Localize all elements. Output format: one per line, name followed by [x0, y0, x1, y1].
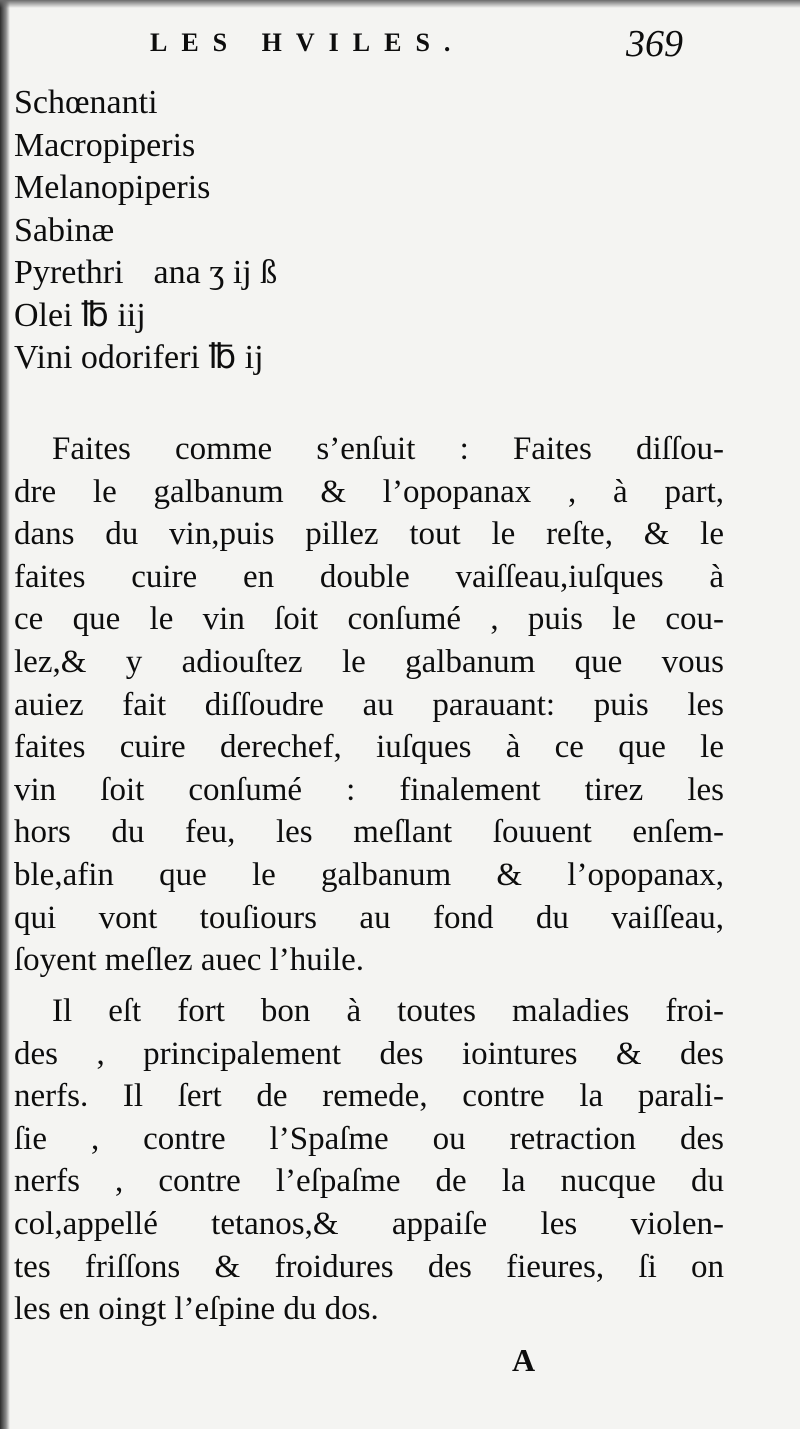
ingredient-item — [14, 337, 277, 380]
text-line: ble,afin que le galbanum & l’opopanax, — [14, 856, 724, 893]
page-number: 369 — [626, 23, 683, 65]
text-line: auiez fait diſſoudre au parauant: puis les — [14, 686, 724, 723]
text-line: des , principalement des iointures & des — [14, 1035, 724, 1072]
text-line: ſie , contre l’Spaſme ou retraction des — [14, 1120, 724, 1157]
ingredient-item — [14, 252, 277, 295]
ingredient-item — [14, 125, 277, 168]
ingredient-quantity: ana ʒ ij ß — [153, 254, 278, 291]
text-line: hors du feu, les meſlant ſouuent enſem- — [14, 814, 724, 851]
ingredient-name: Melanopiperis — [14, 169, 211, 206]
text-line: faites cuire derechef, iuſques à ce que le — [14, 729, 724, 766]
text-line: les en oingt l’eſpine du dos. — [14, 1291, 379, 1328]
catchword: A — [512, 1342, 536, 1378]
text-line: ce que le vin ſoit conſumé , puis le cou- — [14, 601, 724, 638]
ingredient-item — [14, 167, 277, 210]
paragraph-instructions — [14, 428, 724, 982]
ingredient-name: Pyrethri — [14, 254, 124, 291]
ingredient-list — [14, 82, 277, 380]
text-line: nerfs , contre l’eſpaſme de la nucque du — [14, 1163, 724, 1200]
paragraph-uses — [14, 990, 724, 1331]
text-line: Il eſt fort bon à toutes maladies froi- — [52, 993, 724, 1029]
ingredient-name: Schœnanti — [14, 84, 158, 121]
ingredient-item — [14, 210, 277, 253]
ingredient-item — [14, 295, 277, 338]
text-line: ſoyent meſlez auec l’huile. — [14, 942, 365, 979]
ingredient-name: Macropiperis — [14, 126, 196, 164]
text-line: nerfs. Il ſert de remede, contre la parali- — [14, 1078, 724, 1115]
ingredient-name: Olei ℔ iij — [14, 296, 146, 334]
text-line: col,appellé tetanos,& appaiſe les violen- — [14, 1205, 724, 1242]
text-line: dans du vin,puis pillez tout le reſte, & le — [14, 516, 724, 553]
text-line: Faites comme s’enſuit : Faites diſſou- — [52, 431, 724, 467]
ingredient-name: Vini odoriferi ℔ ij — [14, 339, 264, 376]
ingredient-name: Sabinæ — [14, 211, 115, 249]
ingredient-item — [14, 82, 277, 125]
text-line: qui vont touſiours au fond du vaiſſeau, — [14, 899, 724, 936]
text-line: lez,& y adiouſtez le galbanum que vous — [14, 643, 724, 680]
running-title: LES HVILES. — [150, 28, 465, 57]
text-line: tes friſſons & froidures des fieures, ſi on — [14, 1248, 724, 1285]
text-line: faites cuire en double vaiſſeau,iuſques à — [14, 558, 724, 595]
text-line: vin ſoit conſumé : finalement tirez les — [14, 771, 724, 808]
text-line: dre le galbanum & l’opopanax , à part, — [14, 473, 724, 510]
